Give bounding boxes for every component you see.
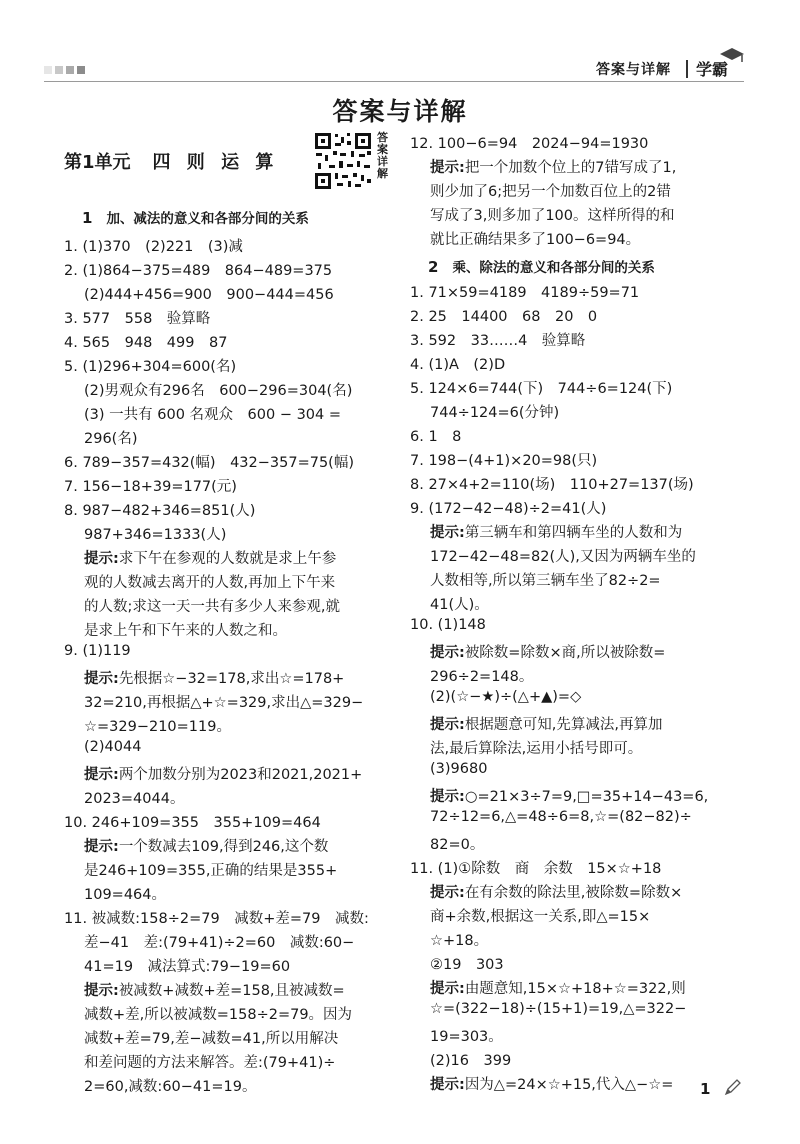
qr-code	[313, 131, 373, 191]
answer-line: 就比正确结果多了100−6=94。	[430, 232, 641, 248]
header-square	[66, 66, 74, 74]
answer-line: 写成了3,则多加了100。这样所得的和	[430, 208, 675, 224]
answer-line: 减数+差,所以被减数=158÷2=79。因为	[84, 1007, 353, 1023]
graduation-cap-icon	[718, 46, 746, 66]
hint-line	[430, 641, 665, 662]
section-title: 加、减法的意义和各部分间的关系	[106, 211, 309, 227]
answer-line: 是246+109=355,正确的结果是355+	[84, 863, 338, 879]
answer-line: 11. 被减数:158÷2=79 减数+差=79 减数:	[64, 911, 369, 927]
answer-line: (2)16 399	[430, 1053, 512, 1069]
answer-line: (2)男观众有296名 600−296=304(名)	[84, 383, 353, 399]
hint-line	[430, 1073, 673, 1094]
hint-line	[84, 667, 344, 688]
answer-line: 1. 71×59=4189 4189÷59=71	[410, 285, 640, 301]
hint-label: 提示:	[430, 645, 465, 661]
unit-label: 第1单元	[64, 152, 131, 173]
hint-text: 由题意知,15×☆+18+☆=322,则	[464, 981, 686, 997]
unit-name: 四 则 运 算	[152, 152, 279, 173]
header-separator	[686, 60, 688, 78]
hint-line	[84, 979, 345, 1000]
answer-line: 19=303。	[430, 1029, 503, 1045]
answer-line: 的人数;求这一天一共有多少人来参观,就	[84, 599, 340, 615]
hint-label: 提示:	[430, 525, 465, 541]
hint-label: 提示:	[84, 983, 119, 999]
answer-line: 差−41 差:(79+41)÷2=60 减数:60−	[84, 935, 355, 951]
hint-label: 提示:	[430, 717, 465, 733]
hint-label: 提示:	[84, 767, 119, 783]
header-square	[44, 66, 52, 74]
answer-line: (2)444+456=900 900−444=456	[84, 287, 334, 303]
answer-line: 3. 592 33……4 验算略	[410, 333, 586, 349]
answer-line: 法,最后算除法,运用小括号即可。	[430, 741, 643, 757]
answer-line: 987+346=1333(人)	[84, 527, 227, 543]
answer-line: 则少加了6;把另一个加数百位上的2错	[430, 184, 671, 200]
header-label: 答案与详解	[596, 62, 671, 78]
hint-text: ○=21×3÷7=9,□=35+14−43=6,	[464, 789, 709, 805]
answer-line: 41(人)。	[430, 597, 489, 613]
answer-line: 2. 25 14400 68 20 0	[410, 309, 598, 325]
answer-line: ☆+18。	[430, 933, 489, 949]
unit-title	[64, 148, 278, 174]
hint-label: 提示:	[430, 789, 465, 805]
hint-text: 根据题意可知,先算减法,再算加	[464, 717, 663, 733]
section-number: 2	[428, 258, 439, 276]
hint-text: 两个加数分别为2023和2021,2021+	[118, 767, 363, 783]
answer-line: 减数+差=79,差−减数=41,所以用解决	[84, 1031, 339, 1047]
answer-line: ☆=(322−18)÷(15+1)=19,△=322−	[430, 1001, 687, 1017]
answer-line: 2. (1)864−375=489 864−489=375	[64, 263, 333, 279]
hint-label: 提示:	[84, 551, 119, 567]
section-heading-1	[82, 207, 309, 227]
hint-line	[84, 547, 336, 568]
hint-text: 把一个加数个位上的7错写成了1,	[464, 160, 677, 176]
answer-line: 9. (172−42−48)÷2=41(人)	[410, 501, 607, 517]
hint-line	[430, 156, 676, 177]
answer-line: 5. (1)296+304=600(名)	[64, 359, 237, 375]
answer-line: 296(名)	[84, 431, 138, 447]
answer-line: ②19 303	[430, 957, 504, 973]
answer-line: (3) 一共有 600 名观众 600 − 304 =	[84, 407, 342, 423]
qr-caption: 答案详解	[377, 131, 388, 180]
header-square	[77, 66, 85, 74]
answer-line: 4. (1)A (2)D	[410, 357, 506, 373]
answer-line: 2=60,减数:60−41=19。	[84, 1079, 257, 1095]
answer-line: 41=19 减法算式:79−19=60	[84, 959, 291, 975]
page-title: 答案与详解	[332, 97, 468, 126]
hint-label: 提示:	[430, 885, 465, 901]
page-number: 1	[700, 1080, 711, 1098]
hint-text: 被减数+减数+差=158,且被减数=	[118, 983, 345, 999]
answer-line: (2)(☆−★)÷(△+▲)=◇	[430, 689, 582, 705]
hint-text: 被除数=除数×商,所以被除数=	[464, 645, 666, 661]
answer-line: 2023=4044。	[84, 791, 185, 807]
answer-line: 5. 124×6=744(下) 744÷6=124(下)	[410, 381, 673, 397]
answer-line: 6. 789−357=432(幅) 432−357=75(幅)	[64, 455, 354, 471]
answer-line: 9. (1)119	[64, 643, 131, 659]
section-title: 乘、除法的意义和各部分间的关系	[452, 260, 655, 276]
hint-label: 提示:	[430, 160, 465, 176]
hint-line	[430, 881, 682, 902]
hint-line	[430, 977, 686, 998]
answer-line: 商+余数,根据这一关系,即△=15×	[430, 909, 651, 925]
answer-line: 744÷124=6(分钟)	[430, 405, 560, 421]
hint-label: 提示:	[84, 671, 119, 687]
answer-line: 296÷2=148。	[430, 669, 534, 685]
hint-label: 提示:	[430, 1077, 465, 1093]
hint-line	[430, 713, 663, 734]
answer-line: 和差问题的方法来解答。差:(79+41)÷	[84, 1055, 336, 1071]
answer-line: ☆=329−210=119。	[84, 719, 231, 735]
hint-line	[430, 785, 708, 806]
answer-line: 7. 198−(4+1)×20=98(只)	[410, 453, 598, 469]
answer-line: 7. 156−18+39=177(元)	[64, 479, 237, 495]
hint-label: 提示:	[430, 981, 465, 997]
header-brand: 学霸	[696, 60, 729, 79]
answer-line: 11. (1)①除数 商 余数 15×☆+18	[410, 861, 662, 877]
hint-text: 先根据☆−32=178,求出☆=178+	[118, 671, 345, 687]
answer-line: 是求上午和下午来的人数之和。	[84, 623, 287, 639]
header-decoration	[44, 66, 85, 74]
answer-line: (3)9680	[430, 761, 488, 777]
answer-line: 12. 100−6=94 2024−94=1930	[410, 136, 649, 152]
answer-line: 10. (1)148	[410, 617, 486, 633]
answer-line: 人数相等,所以第三辆车坐了82÷2=	[430, 573, 661, 589]
answer-line: 4. 565 948 499 87	[64, 335, 228, 351]
answer-line: 172−42−48=82(人),又因为两辆车坐的	[430, 549, 696, 565]
answer-line: 3. 577 558 验算略	[64, 311, 211, 327]
hint-label: 提示:	[84, 839, 119, 855]
section-number: 1	[82, 209, 93, 227]
answer-line: 109=464。	[84, 887, 167, 903]
section-heading-2	[428, 256, 655, 276]
header-square	[55, 66, 63, 74]
pencil-icon	[722, 1078, 742, 1098]
answer-line: 6. 1 8	[410, 429, 462, 445]
answer-line: 8. 27×4+2=110(场) 110+27=137(场)	[410, 477, 694, 493]
hint-text: 第三辆车和第四辆车坐的人数和为	[464, 525, 683, 541]
answer-line: 82=0。	[430, 837, 485, 853]
answer-line: 10. 246+109=355 355+109=464	[64, 815, 321, 831]
hint-text: 一个数减去109,得到246,这个数	[118, 839, 329, 855]
header-rule	[44, 81, 744, 82]
answer-line: 1. (1)370 (2)221 (3)减	[64, 239, 243, 255]
answer-line: (2)4044	[84, 739, 142, 755]
answer-line: 32=210,再根据△+☆=329,求出△=329−	[84, 695, 364, 711]
answer-line: 观的人数减去离开的人数,再加上下午来	[84, 575, 336, 591]
hint-line	[430, 521, 682, 542]
hint-text: 在有余数的除法里,被除数=除数×	[464, 885, 683, 901]
answer-line: 72÷12=6,△=48÷6=8,☆=(82−82)÷	[430, 809, 692, 825]
hint-text: 求下午在参观的人数就是求上午参	[118, 551, 337, 567]
hint-text: 因为△=24×☆+15,代入△−☆=	[464, 1077, 674, 1093]
hint-line	[84, 763, 362, 784]
hint-line	[84, 835, 328, 856]
answer-line: 8. 987−482+346=851(人)	[64, 503, 256, 519]
